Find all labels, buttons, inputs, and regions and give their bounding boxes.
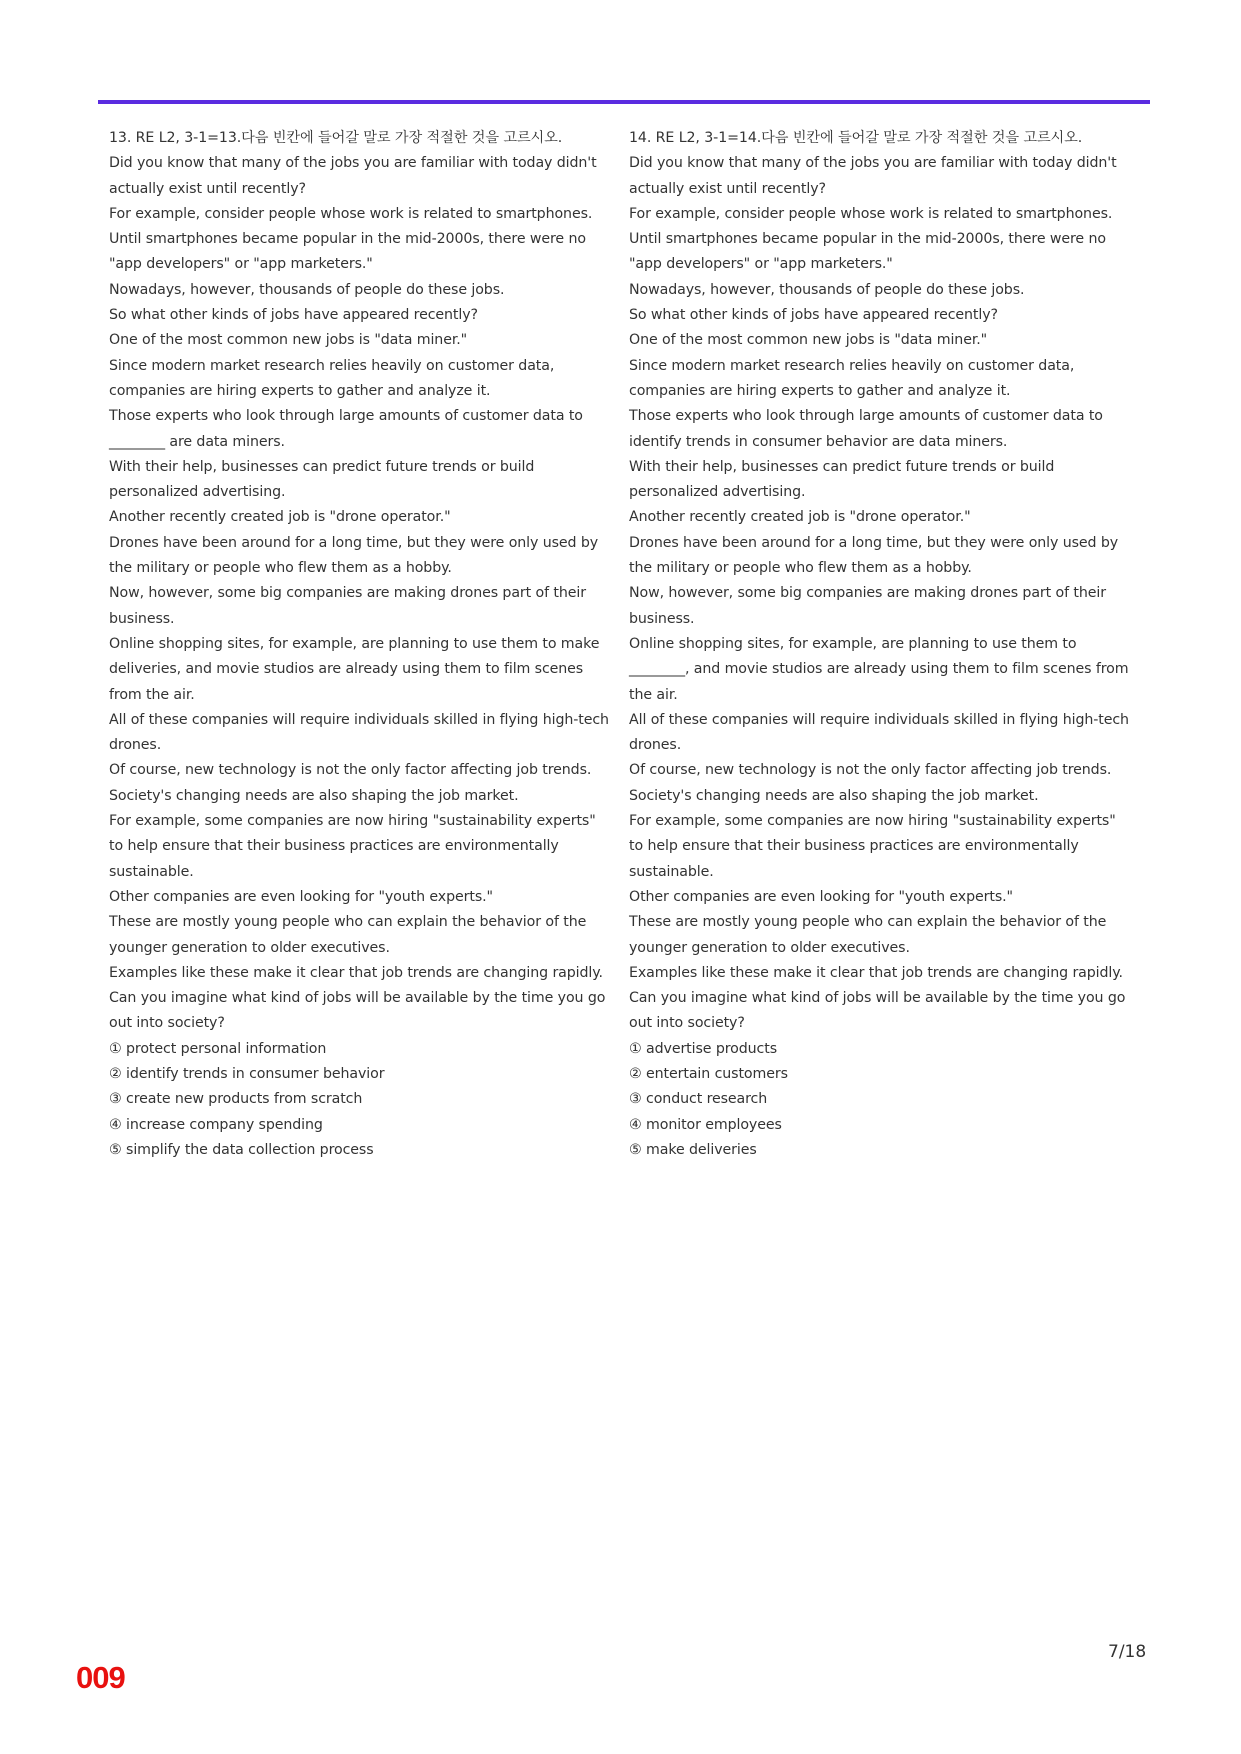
- question-14-passage: [629, 151, 1134, 1036]
- passage-sentence: Society's changing needs are also shaping the job market.: [629, 787, 1039, 804]
- question-14-options: [629, 1037, 1134, 1163]
- passage-sentence: So what other kinds of jobs have appeared recently?: [629, 307, 998, 324]
- passage-sentence: Online shopping sites, for example, are planning to use them to ________, and movie studios are already using them to film scenes from the air.: [629, 635, 1129, 703]
- question-14-header: 14. RE L2, 3-1=14.다음 빈칸에 들어갈 말로 가장 적절한 것을 고르시오.: [629, 130, 1083, 146]
- passage-sentence: Since modern market research relies heavily on customer data, companies are hiring experts to gather and analyze it.: [109, 357, 555, 399]
- question-13-header: 13. RE L2, 3-1=13.다음 빈칸에 들어갈 말로 가장 적절한 것을 고르시오.: [109, 130, 563, 146]
- passage-sentence: For example, consider people whose work is related to smartphones.: [629, 205, 1113, 222]
- passage-sentence: Can you imagine what kind of jobs will be available by the time you go out into society?: [629, 990, 1126, 1032]
- answer-option: ③ create new products from scratch: [109, 1091, 363, 1108]
- passage-sentence: Until smartphones became popular in the mid-2000s, there were no "app developers" or "app marketers.": [629, 231, 1106, 273]
- passage-sentence: Examples like these make it clear that job trends are changing rapidly.: [629, 964, 1123, 981]
- passage-sentence: Drones have been around for a long time, but they were only used by the military or people who flew them as a hobby.: [109, 534, 599, 577]
- question-14: [629, 126, 1134, 1163]
- passage-sentence: Examples like these make it clear that job trends are changing rapidly.: [109, 964, 603, 981]
- passage-sentence: So what other kinds of jobs have appeared recently?: [109, 307, 478, 324]
- passage-sentence: Now, however, some big companies are making drones part of their business.: [629, 585, 1106, 627]
- answer-option: ⑤ make deliveries: [629, 1141, 757, 1158]
- passage-sentence: For example, some companies are now hiring "sustainability experts" to help ensure that their business practices are environmentally sustainable.: [109, 813, 596, 880]
- passage-sentence: Another recently created job is "drone operator.": [109, 509, 451, 526]
- passage-sentence: Those experts who look through large amounts of customer data to ________ are data miners.: [109, 408, 583, 450]
- passage-sentence: Can you imagine what kind of jobs will be available by the time you go out into society?: [109, 990, 606, 1032]
- passage-sentence: Since modern market research relies heavily on customer data, companies are hiring experts to gather and analyze it.: [629, 357, 1075, 399]
- page-number: 7/18: [1108, 1642, 1147, 1662]
- passage-sentence: One of the most common new jobs is "data miner.": [109, 332, 468, 349]
- passage-sentence: One of the most common new jobs is "data miner.": [629, 332, 988, 349]
- header-divider: [98, 100, 1150, 104]
- passage-sentence: Now, however, some big companies are making drones part of their business.: [109, 585, 586, 627]
- passage-sentence: Other companies are even looking for "youth experts.": [109, 888, 493, 905]
- passage-sentence: Another recently created job is "drone operator.": [629, 509, 971, 526]
- passage-sentence: Society's changing needs are also shaping the job market.: [109, 787, 519, 804]
- passage-sentence: With their help, businesses can predict future trends or build personalized advertising.: [629, 458, 1055, 501]
- passage-sentence: Nowadays, however, thousands of people do these jobs.: [109, 281, 505, 298]
- answer-option: ② identify trends in consumer behavior: [109, 1065, 385, 1082]
- answer-option: ① protect personal information: [109, 1040, 327, 1057]
- passage-sentence: These are mostly young people who can explain the behavior of the younger generation to older executives.: [109, 914, 587, 956]
- answer-option: ④ monitor employees: [629, 1116, 782, 1133]
- passage-sentence: Online shopping sites, for example, are planning to use them to make deliveries, and movie studios are already using them to film scenes from the air.: [109, 635, 600, 703]
- passage-sentence: All of these companies will require individuals skilled in flying high-tech drones.: [109, 711, 609, 754]
- passage-sentence: These are mostly young people who can explain the behavior of the younger generation to older executives.: [629, 914, 1107, 956]
- passage-sentence: All of these companies will require individuals skilled in flying high-tech drones.: [629, 711, 1129, 754]
- passage-sentence: Other companies are even looking for "youth experts.": [629, 888, 1013, 905]
- passage-sentence: With their help, businesses can predict future trends or build personalized advertising.: [109, 458, 535, 501]
- passage-sentence: Did you know that many of the jobs you are familiar with today didn't actually exist until recently?: [629, 155, 1117, 197]
- passage-sentence: Did you know that many of the jobs you are familiar with today didn't actually exist until recently?: [109, 155, 597, 197]
- question-13-options: [109, 1037, 614, 1163]
- passage-sentence: For example, some companies are now hiring "sustainability experts" to help ensure that their business practices are environmentally sustainable.: [629, 813, 1116, 880]
- passage-sentence: Those experts who look through large amounts of customer data to identify trends in consumer behavior are data miners.: [629, 408, 1103, 450]
- passage-sentence: Of course, new technology is not the only factor affecting job trends.: [629, 762, 1112, 779]
- answer-option: ① advertise products: [629, 1040, 777, 1057]
- answer-option: ⑤ simplify the data collection process: [109, 1141, 374, 1158]
- passage-sentence: Drones have been around for a long time, but they were only used by the military or people who flew them as a hobby.: [629, 534, 1119, 577]
- page-code-label: 009: [76, 1660, 125, 1695]
- passage-sentence: Nowadays, however, thousands of people do these jobs.: [629, 281, 1025, 298]
- passage-sentence: For example, consider people whose work is related to smartphones.: [109, 205, 593, 222]
- passage-sentence: Of course, new technology is not the only factor affecting job trends.: [109, 762, 592, 779]
- passage-sentence: Until smartphones became popular in the mid-2000s, there were no "app developers" or "app marketers.": [109, 231, 586, 273]
- answer-option: ③ conduct research: [629, 1091, 768, 1108]
- answer-option: ② entertain customers: [629, 1065, 788, 1082]
- answer-option: ④ increase company spending: [109, 1116, 323, 1133]
- question-13: [109, 126, 614, 1163]
- question-13-passage: [109, 151, 614, 1036]
